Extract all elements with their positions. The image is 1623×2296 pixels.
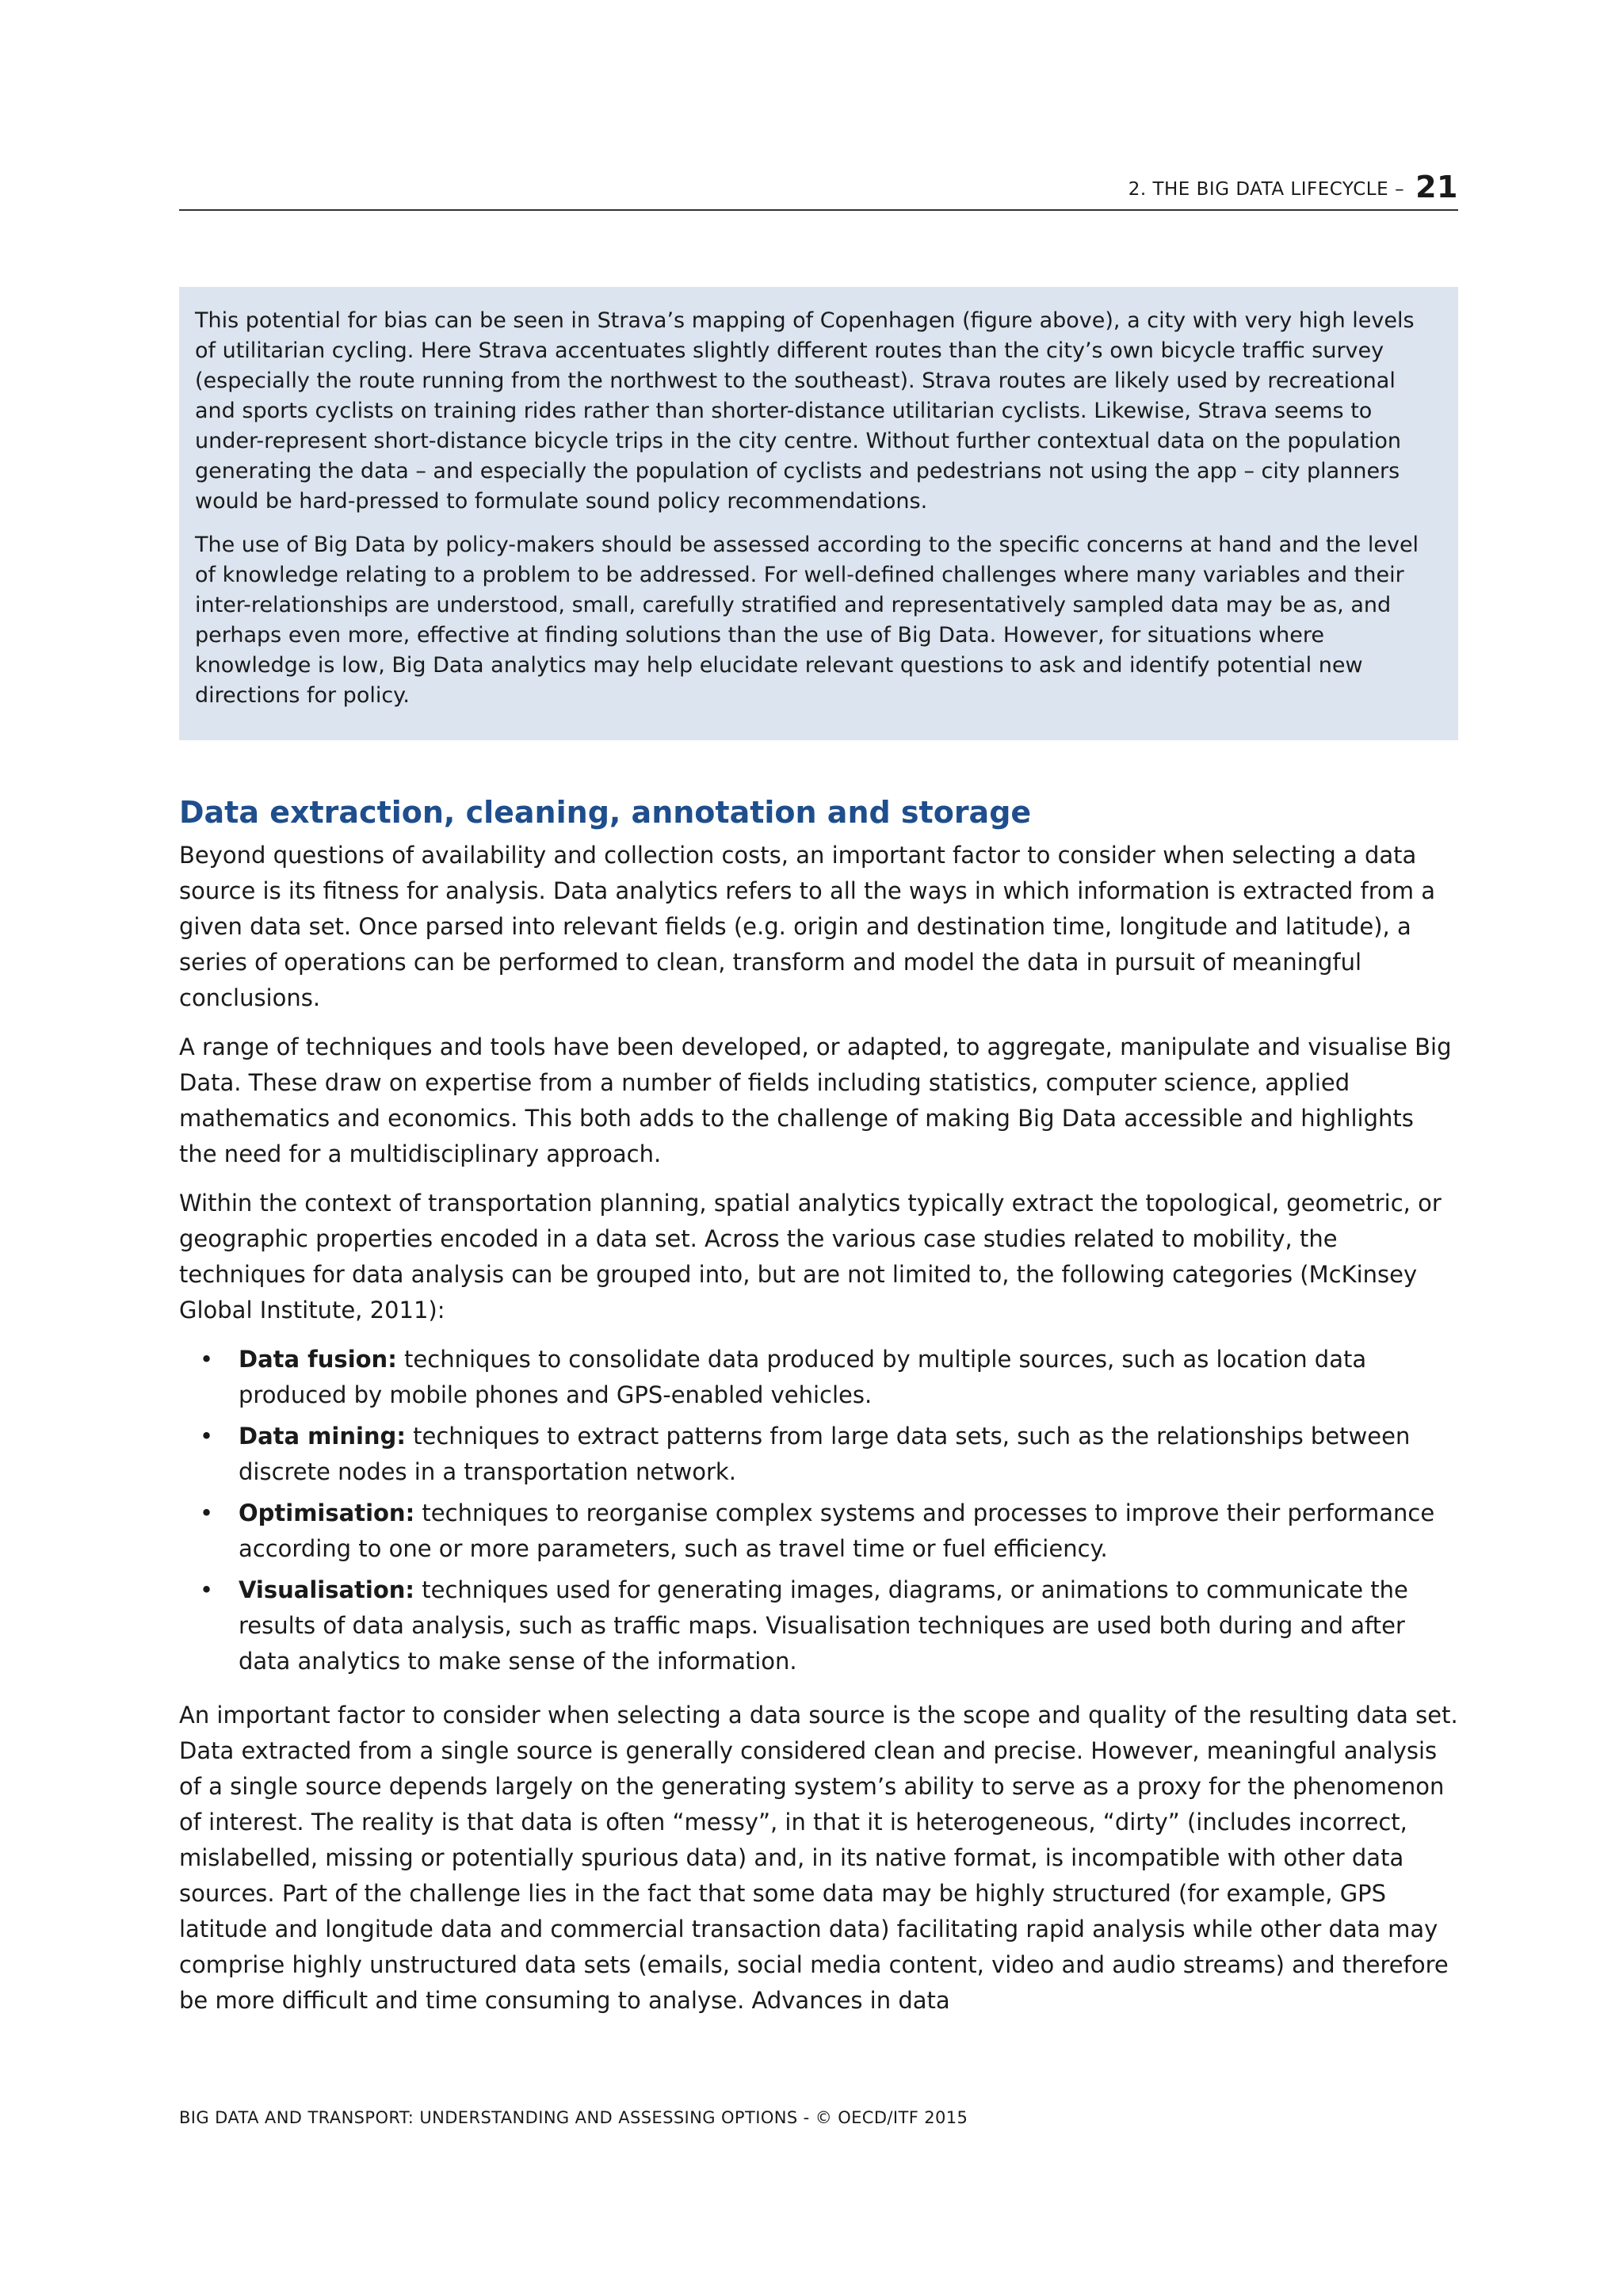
bullet-icon: • (200, 1423, 214, 1450)
section-heading: Data extraction, cleaning, annotation and storage (179, 795, 1032, 830)
page-number: 21 (1415, 170, 1458, 204)
list-term: Visualisation: (239, 1576, 415, 1603)
bullet-icon: • (200, 1576, 214, 1603)
list-term: Data mining: (239, 1423, 406, 1450)
main-content (179, 789, 1458, 2032)
list-item-optimisation (179, 1496, 1458, 1567)
list-term: Data fusion: (239, 1346, 397, 1373)
list-text: techniques used for generating images, diagrams, or animations to communicate the results of data analysis, such as traffic maps. Visualisation techniques are used both during and after data analytics to make sense of the information. (239, 1576, 1408, 1675)
list-item-data-fusion (179, 1342, 1458, 1413)
page-footer: BIG DATA AND TRANSPORT: UNDERSTANDING AND ASSESSING OPTIONS - © OECD/ITF 2015 (179, 2108, 968, 2127)
body-paragraph-3: Within the context of transportation planning, spatial analytics typically extract the topological, geometric, or geographic properties encoded in a data set. Across the various case studies related to mobility, the techniques for data analysis can be grouped into, but are not limited to, the following categories (McKinsey Global Institute, 2011): (179, 1190, 1442, 1324)
box-paragraph-2: The use of Big Data by policy-makers should be assessed according to the specific concerns at hand and the level of knowledge relating to a problem to be addressed. For well-defined challenges where many variables and their inter-relationships are understood, small, carefully stratified and representatively sampled data may be as, and perhaps even more, effective at finding solutions than the use of Big Data. However, for situations where knowledge is low, Big Data analytics may help elucidate relevant questions to ask and identify potential new directions for policy. (195, 533, 1419, 708)
box-paragraph-1: This potential for bias can be seen in Strava’s mapping of Copenhagen (figure above), a city with very high levels of utilitarian cycling. Here Strava accentuates slightly different routes than the city’s own bicycle traffic survey (especially the route running from the northwest to the southeast). Strava routes are likely used by recreational and sports cyclists on training rides rather than shorter-distance utilitarian cyclists. Likewise, Strava seems to under-represent short-distance bicycle trips in the city centre. Without further contextual data on the population generating the data – and especially the population of cyclists and pedestrians not using the app – city planners would be hard-pressed to formulate sound policy recommendations. (195, 308, 1415, 514)
technique-list (179, 1342, 1458, 1679)
list-text: techniques to consolidate data produced by multiple sources, such as location data produced by mobile phones and GPS-enabled vehicles. (239, 1346, 1367, 1408)
page-header (179, 168, 1458, 211)
list-item-data-mining (179, 1419, 1458, 1490)
list-text: techniques to reorganise complex systems and processes to improve their performance according to one or more parameters, such as travel time or fuel efficiency. (239, 1499, 1435, 1562)
highlight-box (179, 287, 1458, 740)
chapter-title: 2. THE BIG DATA LIFECYCLE (1128, 179, 1389, 200)
body-paragraph-4: An important factor to consider when selecting a data source is the scope and quality of the resulting data set. Data extracted from a single source is generally considered clean and precise. However, meaningful analysis of a single source depends largely on the generating system’s ability to serve as a proxy for the phenomenon of interest. The reality is that data is often “messy”, in that it is heterogeneous, “dirty” (includes incorrect, mislabelled, missing or potentially spurious data) and, in its native format, is incompatible with other data sources. Part of the challenge lies in the fact that some data may be highly structured (for example, GPS latitude and longitude data and commercial transaction data) facilitating rapid analysis while other data may comprise highly unstructured data sets (emails, social media content, video and audio streams) and therefore be more difficult and time consuming to analyse. Advances in data (179, 1702, 1458, 2014)
running-head (1128, 170, 1458, 204)
list-term: Optimisation: (239, 1499, 415, 1526)
bullet-icon: • (200, 1499, 214, 1526)
body-paragraph-2: A range of techniques and tools have been developed, or adapted, to aggregate, manipulate and visualise Big Data. These draw on expertise from a number of fields including statistics, computer science, applied mathematics and economics. This both adds to the challenge of making Big Data accessible and highlights the need for a multidisciplinary approach. (179, 1033, 1452, 1167)
header-separator: – (1395, 179, 1405, 200)
body-paragraph-1: Beyond questions of availability and collection costs, an important factor to consider when selecting a data source is its fitness for analysis. Data analytics refers to all the ways in which information is extracted from a given data set. Once parsed into relevant fields (e.g. origin and destination time, longitude and latitude), a series of operations can be performed to clean, transform and model the data in pursuit of meaningful conclusions. (179, 842, 1436, 1011)
bullet-icon: • (200, 1346, 214, 1373)
list-text: techniques to extract patterns from large data sets, such as the relationships between discrete nodes in a transportation network. (239, 1423, 1411, 1485)
list-item-visualisation (179, 1572, 1458, 1679)
